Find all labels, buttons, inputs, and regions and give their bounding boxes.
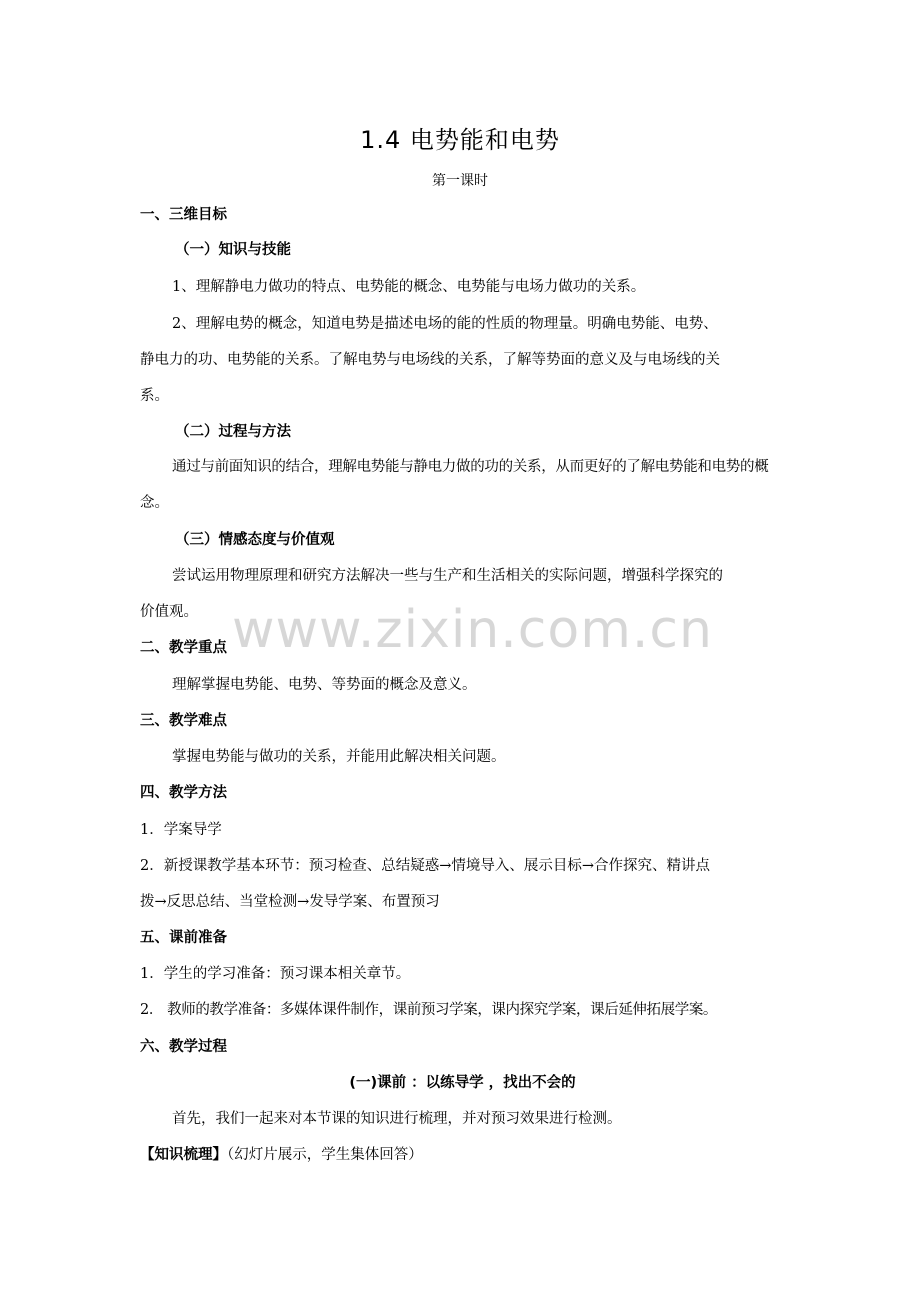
paragraph: 价值观。 — [140, 604, 198, 620]
paragraph: 2． 教师的教学准备：多媒体课件制作，课前预习学案，课内探究学案，课后延伸拓展学案。 — [140, 1002, 718, 1018]
subsection-heading: (一)课前 ：以练导学 ，找出不会的 — [349, 1075, 576, 1091]
paragraph: 首先，我们一起来对本节课的知识进行梳理，并对预习效果进行检测。 — [172, 1111, 622, 1127]
paragraph-text: （幻灯片展示，学生集体回答） — [227, 1147, 423, 1163]
section-heading: 二、教学重点 — [140, 640, 227, 656]
paragraph: 通过与前面知识的结合，理解电势能与静电力做的功的关系，从而更好的了解电势能和电势的概 — [172, 459, 769, 475]
paragraph: 静电力的功、电势能的关系。了解电势与电场线的关系，了解等势面的意义及与电场线的关 — [140, 352, 720, 368]
paragraph: 拨→反思总结、当堂检测→发导学案、布置预习 — [140, 894, 440, 910]
paragraph: 掌握电势能与做功的关系，并能用此解决相关问题。 — [172, 749, 506, 765]
watermark: www.zixin.com.cn — [232, 600, 713, 660]
paragraph: 1．学案导学 — [140, 822, 222, 838]
subsection-heading: （三）情感态度与价值观 — [175, 532, 335, 548]
paragraph — [140, 1145, 785, 1165]
paragraph: 尝试运用物理原理和研究方法解决一些与生产和生活相关的实际问题，增强科学探究的 — [172, 568, 723, 584]
section-heading: 一、三维目标 — [140, 207, 227, 223]
paragraph: 理解掌握电势能、电势、等势面的概念及意义。 — [172, 677, 477, 693]
section-heading: 六、教学过程 — [140, 1039, 227, 1055]
subsection-heading: （一）知识与技能 — [175, 242, 291, 258]
paragraph: 2．新授课教学基本环节：预习检查、总结疑惑→情境导入、展示目标→合作探究、精讲点 — [140, 858, 711, 874]
section-heading: 五、课前准备 — [140, 930, 227, 946]
page-title: 1.4 电势能和电势 — [360, 126, 560, 154]
paragraph: 2、理解电势的概念，知道电势是描述电场的能的性质的物理量。明确电势能、电势、 — [172, 316, 718, 332]
paragraph: 1、理解静电力做功的特点、电势能的概念、电势能与电场力做功的关系。 — [172, 279, 646, 295]
paragraph: 念。 — [140, 495, 169, 511]
subsection-heading: （二）过程与方法 — [175, 424, 291, 440]
bracket-label: 【知识梳理】 — [140, 1147, 227, 1163]
section-heading: 三、教学难点 — [140, 713, 227, 729]
paragraph: 1．学生的学习准备：预习课本相关章节。 — [140, 966, 411, 982]
section-heading: 四、教学方法 — [140, 785, 227, 801]
page-subtitle: 第一课时 — [432, 173, 488, 189]
paragraph: 系。 — [140, 388, 169, 404]
